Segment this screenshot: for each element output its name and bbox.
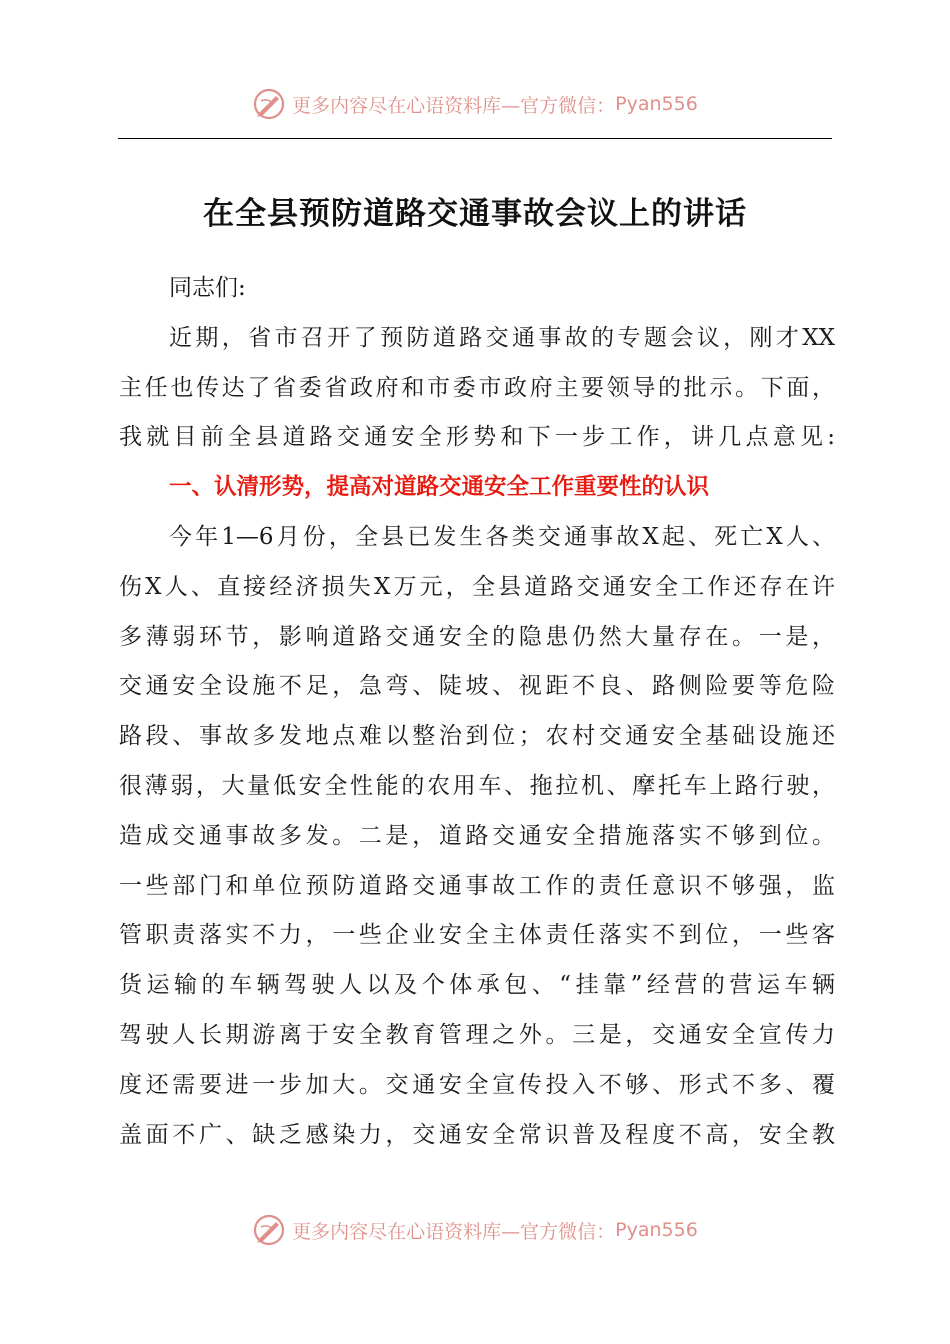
paragraph-line: 多薄弱环节，影响道路交通安全的隐患仍然大量存在。一是， <box>119 623 835 650</box>
salutation: 同志们: <box>169 275 246 301</box>
paragraph-line: 度还需要进一步加大。交通安全宣传投入不够、形式不多、覆 <box>119 1071 835 1098</box>
paragraph-line: 驾驶人长期游离于安全教育管理之外。三是，交通安全宣传力 <box>119 1021 835 1048</box>
paragraph-line: 盖面不广、缺乏感染力，交通安全常识普及程度不高，安全教 <box>119 1121 835 1148</box>
paragraph-line: 今年1—6月份，全县已发生各类交通事故X起、死亡X人、 <box>169 523 835 550</box>
watermark-wechat-id: Pyan556 <box>615 93 698 115</box>
document-title: 在全县预防道路交通事故会议上的讲话 <box>203 196 747 232</box>
section-heading: 一、认清形势，提高对道路交通安全工作重要性的认识 <box>169 474 710 501</box>
pen-logo-icon <box>252 1213 286 1247</box>
document-body <box>119 264 835 1160</box>
paragraph-line: 伤X人、直接经济损失X万元，全县道路交通安全工作还存在许 <box>119 573 835 600</box>
header-divider <box>118 138 832 139</box>
paragraph-line: 路段、事故多发地点难以整治到位；农村交通安全基础设施还 <box>119 723 835 750</box>
paragraph-line: 货运输的车辆驾驶人以及个体承包、“挂靠”经营的营运车辆 <box>119 972 835 999</box>
paragraph-line: 我就目前全县道路交通安全形势和下一步工作，讲几点意见: <box>119 424 835 451</box>
watermark-text: 更多内容尽在心语资料库—官方微信： <box>292 1220 616 1243</box>
paragraph-line: 交通安全设施不足，急弯、陡坡、视距不良、路侧险要等危险 <box>119 673 835 700</box>
pen-logo-icon <box>252 87 286 121</box>
watermark-header <box>0 82 950 126</box>
watermark-wechat-id: Pyan556 <box>615 1219 698 1241</box>
watermark-footer <box>0 1208 950 1252</box>
paragraph-line: 一些部门和单位预防道路交通事故工作的责任意识不够强，监 <box>119 872 835 899</box>
paragraph-line: 管职责落实不力，一些企业安全主体责任落实不到位，一些客 <box>119 922 835 949</box>
paragraph-line: 主任也传达了省委省政府和市委市政府主要领导的批示。下面， <box>119 374 835 401</box>
paragraph-line: 近期，省市召开了预防道路交通事故的专题会议，刚才XX <box>169 324 835 351</box>
watermark-text: 更多内容尽在心语资料库—官方微信： <box>292 94 616 117</box>
paragraph-line: 造成交通事故多发。二是，道路交通安全措施落实不够到位。 <box>119 822 835 849</box>
paragraph-line: 很薄弱，大量低安全性能的农用车、拖拉机、摩托车上路行驶， <box>119 772 835 799</box>
